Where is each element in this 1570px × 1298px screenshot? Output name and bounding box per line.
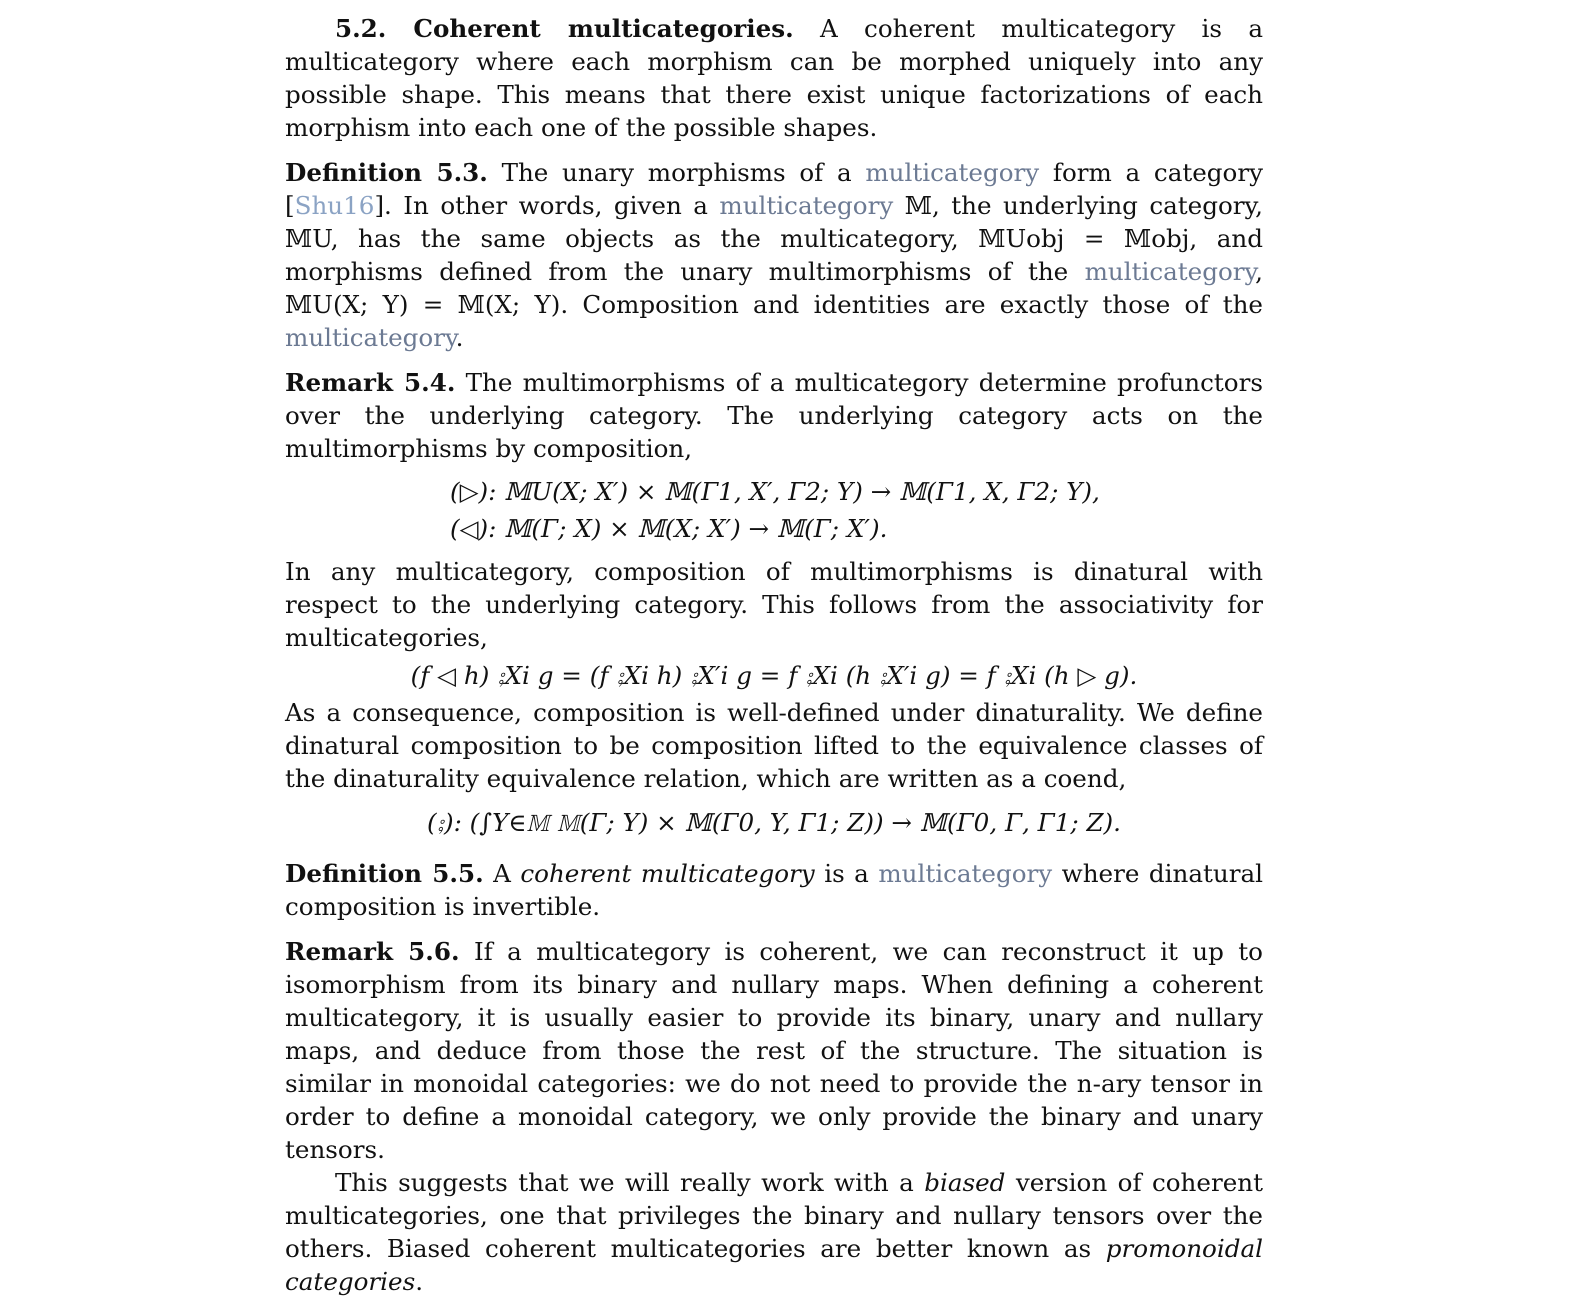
text-run: 𝕄, the underlying category, 𝕄U, has the same objects as the multicategory, 𝕄Uobj = 𝕄obj, and morphisms defined from the unary multimorphisms of the bbox=[285, 191, 1263, 286]
text-run: form a category [ bbox=[285, 158, 1263, 220]
multicategory-link[interactable]: multicategory bbox=[719, 191, 894, 220]
text-run: . bbox=[455, 323, 464, 352]
text-run: , 𝕄U(X; Y) = 𝕄(X; Y). Composition and identities are exactly those of the bbox=[285, 257, 1263, 319]
equation-coend: (⨟): (∫Y∈𝕄 𝕄(Γ; Y) × 𝕄(Γ0, Y, Γ1; Z)) → 𝕄(Γ0, Γ, Γ1; Z). bbox=[427, 808, 1121, 837]
section-5-2 bbox=[285, 12, 1263, 144]
text-run: A bbox=[493, 859, 511, 888]
definition-5-3 bbox=[285, 156, 1263, 354]
remark-text: If a multicategory is coherent, we can reconstruct it up to isomorphism from its binary and nullary maps. When defining a coherent multicategory, it is usually easier to provide its binary, unary and nullary maps, and deduce from those the rest of the structure. The situation is similar in monoidal categories: we do not need to provide the n-ary tensor in order to define a monoidal category, we only provide the binary and unary tensors. bbox=[285, 937, 1263, 1164]
equation-dinaturality: (f ◁ h) ⨟Xi g = (f ⨟Xi h) ⨟X′i g = f ⨟Xi (h ⨟X′i g) = f ⨟Xi (h ▷ g). bbox=[410, 661, 1138, 690]
text-run: This suggests that we will really work with a bbox=[335, 1168, 914, 1197]
definition-5-5 bbox=[285, 857, 1263, 923]
text-run: ]. In other words, given a bbox=[374, 191, 708, 220]
text-run: where dinatural composition is invertible. bbox=[285, 859, 1264, 921]
emphasis: promonoidal categories bbox=[285, 1234, 1263, 1296]
text-run: The unary morphisms of a bbox=[501, 158, 852, 187]
emphasis: coherent multicategory bbox=[520, 859, 815, 888]
remark-text: The multimorphisms of a multicategory determine profunctors over the underlying category. The underlying category acts on the multimorphisms by composition, bbox=[285, 368, 1263, 463]
multicategory-link[interactable]: multicategory bbox=[865, 158, 1040, 187]
text-run: version of coherent multicategories, one that privileges the binary and nullary tensors over the others. Biased coherent multicategories are better known as bbox=[285, 1168, 1263, 1263]
biased-paragraph bbox=[285, 1166, 1263, 1298]
remark-label: Remark 5.6. bbox=[285, 937, 460, 966]
remark-5-6 bbox=[285, 935, 1263, 1166]
section-text: A coherent multicategory is a multicategory where each morphism can be morphed uniquely into any possible shape. This means that there exist unique factorizations of each morphism into each one of the possible shapes. bbox=[285, 14, 1263, 142]
section-heading: 5.2. Coherent multicategories. bbox=[335, 14, 794, 43]
text-run: is a bbox=[824, 859, 869, 888]
citation-link[interactable]: Shu16 bbox=[294, 191, 375, 220]
emphasis: biased bbox=[924, 1168, 1006, 1197]
text-run: . bbox=[415, 1267, 424, 1296]
remark-label: Remark 5.4. bbox=[285, 368, 456, 397]
equation-right-action: (▷): 𝕄U(X; X′) × 𝕄(Γ1, X′, Γ2; Y) → 𝕄(Γ1, X, Γ2; Y), bbox=[450, 477, 1100, 506]
multicategory-link[interactable]: multicategory bbox=[1084, 257, 1256, 286]
remark-5-4 bbox=[285, 366, 1263, 465]
multicategory-link[interactable]: multicategory bbox=[285, 323, 456, 352]
consequence-paragraph: As a consequence, composition is well-defined under dinaturality. We define dinatural composition to be composition lifted to the equivalence classes of the dinaturality equivalence relation, which are written as a coend, bbox=[285, 698, 1263, 793]
definition-label: Definition 5.5. bbox=[285, 859, 484, 888]
definition-label: Definition 5.3. bbox=[285, 158, 488, 187]
equation-left-action: (◁): 𝕄(Γ; X) × 𝕄(X; X′) → 𝕄(Γ; X′). bbox=[450, 514, 888, 543]
paper-page bbox=[285, 12, 1263, 1298]
multicategory-link[interactable]: multicategory bbox=[878, 859, 1053, 888]
dinaturality-paragraph: In any multicategory, composition of multimorphisms is dinatural with respect to the underlying category. This follows from the associativity for multicategories, bbox=[285, 557, 1263, 652]
